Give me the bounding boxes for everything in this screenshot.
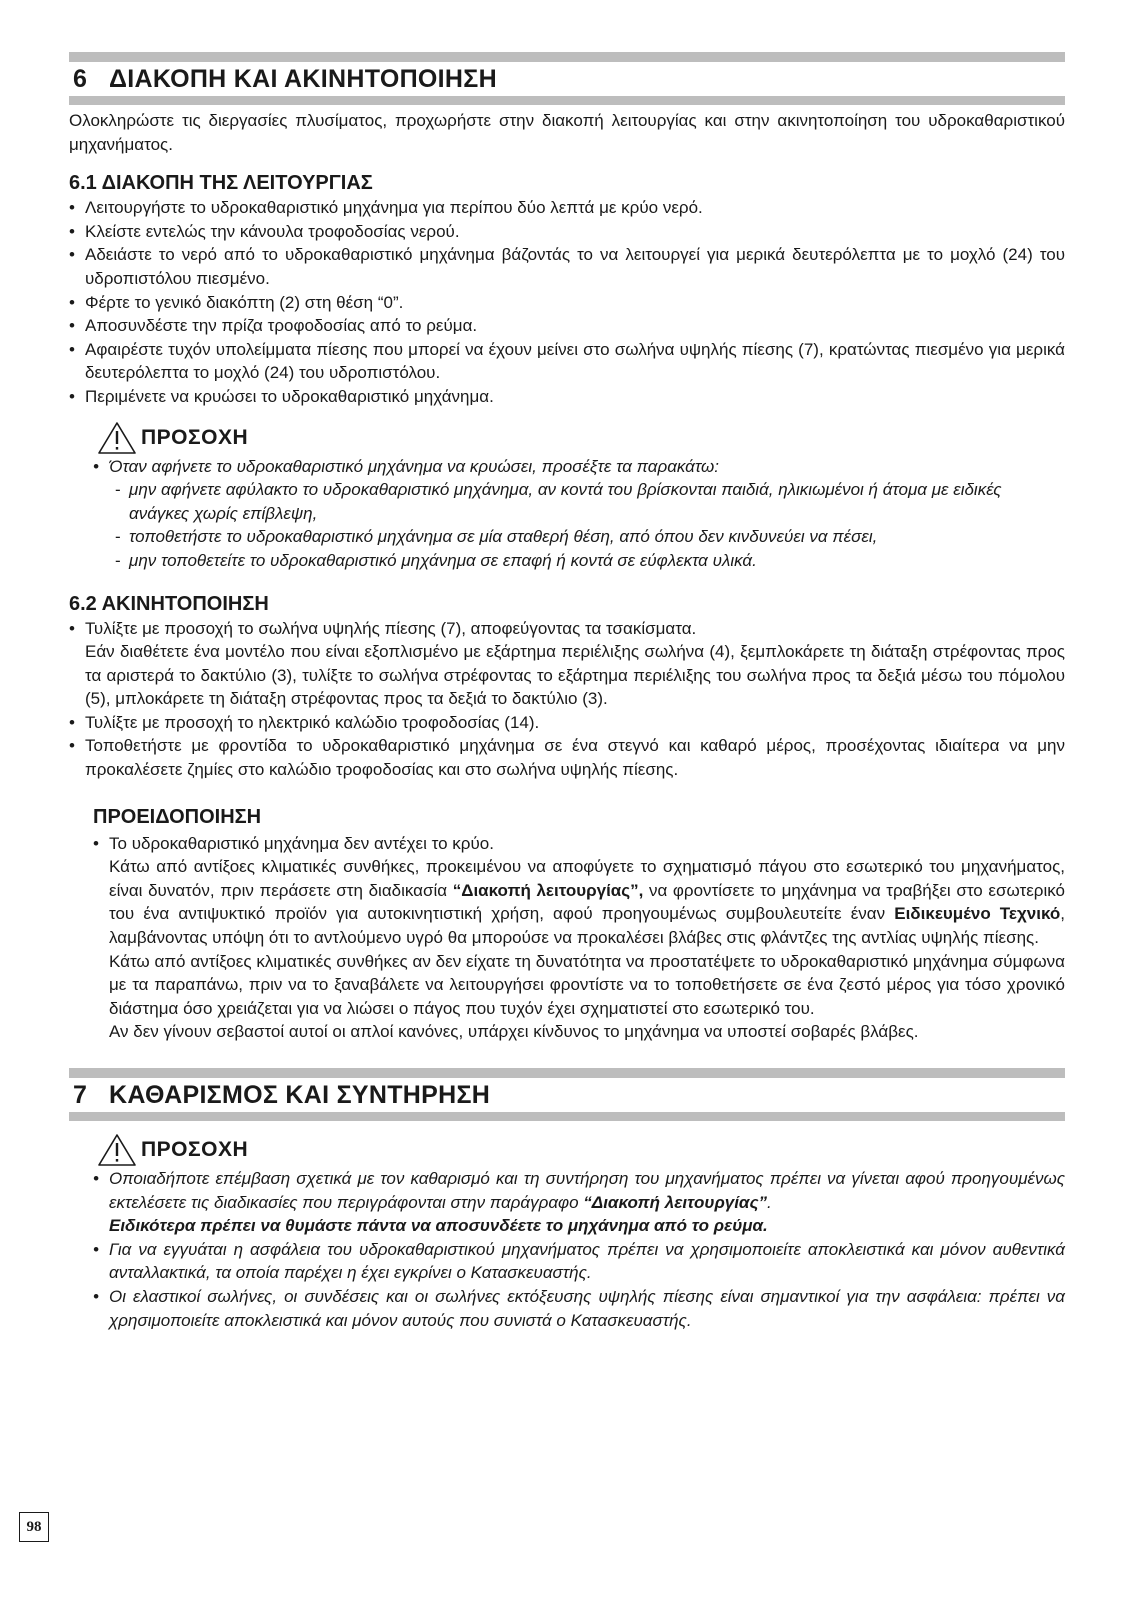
list-item: • Φέρτε το γενικό διακόπτη (2) στη θέση “0”. xyxy=(69,291,1065,315)
list-item: • Περιμένετε να κρυώσει το υδροκαθαριστικό μηχάνημα. xyxy=(69,385,1065,409)
bold-text: Ειδικότερα πρέπει να θυμάστε πάντα να αποσυνδέετε το μηχάνημα από το ρεύμα. xyxy=(109,1216,768,1236)
list-item: • Τυλίξτε με προσοχή το ηλεκτρικό καλώδιο τροφοδοσίας (14). xyxy=(69,711,1065,735)
caution-2-header xyxy=(97,1133,1065,1167)
section-bar-top xyxy=(69,1068,1065,1078)
section-bar-bottom xyxy=(69,96,1065,105)
warning-title: ΠΡΟΕΙΔΟΠΟΙΗΣΗ xyxy=(93,805,262,828)
list-item: • Τοποθετήστε με φροντίδα το υδροκαθαριστικό μηχάνημα σε ένα στεγνό και καθαρό μέρος, προσέχοντας ιδιαίτερα να μην προκαλέσετε ζημίες στο καλώδιο τροφοδοσίας και στο σωλήνα υψηλής πίεσης. xyxy=(69,734,1065,781)
text-run: Οποιαδήποτε επέμβαση σχετικά με τον καθαρισμό και τη συντήρηση του μηχανήματος πρέπει να γίνεται αφού προηγουμένως εκτελέσετε τις διαδικασίες που περιγράφονται στην παράγραφο xyxy=(109,1169,1065,1212)
caution-1-title: ΠΡΟΣΟΧΗ xyxy=(141,425,249,449)
warning-text xyxy=(109,855,1065,949)
section-title-text: ΔΙΑΚΟΠΗ ΚΑΙ ΑΚΙΝΗΤΟΠΟΙΗΣΗ xyxy=(109,65,497,93)
page-number: 98 xyxy=(19,1512,49,1542)
warning-text: Αν δεν γίνουν σεβαστοί αυτοί οι απλοί κανόνες, υπάρχει κίνδυνος το μηχάνημα να υποστεί σοβαρές βλάβες. xyxy=(109,1022,919,1042)
page-content xyxy=(69,52,1065,1332)
dash-item: - μην αφήνετε αφύλακτο το υδροκαθαριστικό μηχάνημα, αν κοντά του βρίσκονται παιδιά, ηλικιωμένοι ή άτομα με ειδικές ανάγκες χωρίς επίβλεψη, xyxy=(115,478,1065,525)
warning-triangle-icon xyxy=(97,1133,137,1167)
caution-2-list xyxy=(93,1167,1065,1332)
list-item xyxy=(93,1167,1065,1238)
list-item: • Οι ελαστικοί σωλήνες, οι συνδέσεις και οι σωλήνες εκτόξευσης υψηλής πίεσης είναι σημαντικοί για την ασφάλεια: πρέπει να χρησιμοποιείτε αποκλειστικά και μόνον αυτούς που συνιστά ο Κατασκευαστής. xyxy=(93,1285,1065,1332)
list-item: • Αφαιρέστε τυχόν υπολείμματα πίεσης που μπορεί να έχουν μείνει στο σωλήνα υψηλής πίεσης (7), κρατώντας πιεσμένο για μερικά δευτερόλεπτα το μοχλό (24) του υδροπιστόλου. xyxy=(69,338,1065,385)
warning-text: Κάτω από αντίξοες κλιματικές συνθήκες αν δεν είχατε τη δυνατότητα να προστατέψετε το υδροκαθαριστικό μηχάνημα σύμφωνα με τα παραπάνω, πριν να το ξαναβάλετε να λειτουργήσει φροντίστε να το τοποθετήσετε σε ένα ζεστό μέρος για τόσο χρονικό διάστημα όσο χρειάζεται για να λιώσει ο πάγος που τυχόν έχει σχηματιστεί στο εσωτερικό του. xyxy=(109,951,1065,1018)
section-6-intro: Ολοκληρώστε τις διεργασίες πλυσίματος, προχωρήστε στην διακοπή λειτουργίας και στην ακινητοποίηση του υδροκαθαριστικού μηχανήματος. xyxy=(69,111,1065,154)
text-run: Κάτω από αντίξοες κλιματικές συνθήκες, προκειμένου να αποφύγετε το σχηματισμό πάγου στο εσωτερικό του μηχανήματος, είναι δυνατόν, πριν περάσετε στη διαδικασία xyxy=(109,857,1065,900)
dash-item: - μην τοποθετείτε το υδροκαθαριστικό μηχάνημα σε επαφή ή κοντά σε εύφλεκτα υλικά. xyxy=(115,549,1065,573)
subsection-6-2-list xyxy=(69,617,1065,782)
warning-triangle-icon xyxy=(97,421,137,455)
caution-1-lead: • Όταν αφήνετε το υδροκαθαριστικό μηχάνημα να κρυώσει, προσέξτε τα παρακάτω: xyxy=(93,455,1065,479)
section-number: 6 xyxy=(73,65,88,93)
caution-1-list xyxy=(93,455,1065,479)
caution-1-body xyxy=(69,455,1065,573)
subsection-6-1-list xyxy=(69,196,1065,408)
caution-1-header xyxy=(97,421,1065,455)
warning-list xyxy=(93,832,1065,1044)
section-bar-top xyxy=(69,52,1065,62)
section-bar-bottom xyxy=(69,1112,1065,1121)
section-7-header xyxy=(69,1068,1065,1121)
section-6-title xyxy=(69,62,1065,96)
list-item: • Για να εγγυάται η ασφάλεια του υδροκαθαριστικού μηχανήματος πρέπει να χρησιμοποιείτε αποκλειστικά και μόνον αυθεντικά ανταλλακτικά, τα οποία παρέχει η έχει εγκρίνει ο Κατασκευαστής. xyxy=(93,1238,1065,1285)
subsection-6-2-title: 6.2 ΑΚΙΝΗΤΟΠΟΙΗΣΗ xyxy=(69,592,269,615)
warning-block xyxy=(69,804,1065,1044)
list-item: • Λειτουργήστε το υδροκαθαριστικό μηχάνημα για περίπου δύο λεπτά με κρύο νερό. xyxy=(69,196,1065,220)
text-run: , λαμβάνοντας υπόψη ότι το αντλούμενο υγρό θα μπορούσε να προκαλέσει βλάβες στις φλάντζες της αντλίας υψηλής πίεσης. xyxy=(109,904,1065,948)
caution-2-body xyxy=(69,1167,1065,1332)
list-item xyxy=(93,832,1065,1044)
dash-item: - τοποθετήστε το υδροκαθαριστικό μηχάνημα σε μία σταθερή θέση, από όπου δεν κινδυνεύει να πέσει, xyxy=(115,525,1065,549)
subsection-6-1-title: 6.1 ΔΙΑΚΟΠΗ ΤΗΣ ΛΕΙΤΟΥΡΓΙΑΣ xyxy=(69,172,373,195)
warning-text: • Το υδροκαθαριστικό μηχάνημα δεν αντέχει το κρύο. xyxy=(109,833,494,853)
section-title-text: ΚΑΘΑΡΙΣΜΟΣ ΚΑΙ ΣΥΝΤΗΡΗΣΗ xyxy=(109,1081,491,1109)
list-item: • Αποσυνδέστε την πρίζα τροφοδοσίας από το ρεύμα. xyxy=(69,314,1065,338)
list-item-text: Εάν διαθέτετε ένα μοντέλο που είναι εξοπλισμένο με εξάρτημα περιέλιξης σωλήνα (4), ξεμπλοκάρετε τη διάταξη στρέφοντας προς τα αριστερά το δακτύλιο (3), τυλίξτε το σωλήνα στρέφοντας το εξάρτημα περιέλιξης του σωλήνα προς τα δεξιά μέσω του πόμολου (5), μπλοκάρετε τη διάταξη στρέφοντας προς τα δεξιά το δακτύλιο (3). xyxy=(85,642,1065,709)
section-7-title xyxy=(69,1078,1065,1112)
list-item-text: • Τυλίξτε με προσοχή το σωλήνα υψηλής πίεσης (7), αποφεύγοντας τα τσακίσματα. xyxy=(85,618,697,638)
caution-1-dash-list xyxy=(93,478,1065,572)
list-item: • Αδειάστε το νερό από το υδροκαθαριστικό μηχάνημα βάζοντάς το να λειτουργεί για μερικά δευτερόλεπτα με το μοχλό (24) του υδροπιστόλου πιεσμένο. xyxy=(69,243,1065,290)
text-run: να φροντίσετε το μηχάνημα να τραβήξει στο εσωτερικό του ένα αντιψυκτικό προϊόν για αυτοκινητιστική χρήση, αφού προηγουμένως συμβουλευτείτε έναν xyxy=(109,880,1065,924)
bold-text: Ειδικευμένο Τεχνικό xyxy=(894,904,1061,924)
section-6-header xyxy=(69,52,1065,105)
list-item: • Κλείστε εντελώς την κάνουλα τροφοδοσίας νερού. xyxy=(69,220,1065,244)
section-number: 7 xyxy=(73,1081,88,1109)
caution-2-title: ΠΡΟΣΟΧΗ xyxy=(141,1138,249,1161)
text-run: . xyxy=(767,1192,772,1212)
bold-text: “Διακοπή λειτουργίας” xyxy=(583,1192,768,1212)
bold-text: “Διακοπή λειτουργίας”, xyxy=(452,880,644,900)
list-item xyxy=(69,617,1065,711)
